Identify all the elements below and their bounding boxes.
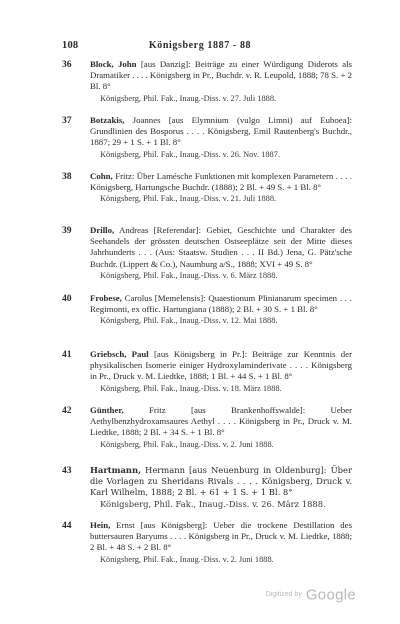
entry-body bbox=[90, 115, 352, 160]
entry-body bbox=[90, 520, 352, 565]
entry-body bbox=[90, 349, 352, 394]
entry-author: Hein, bbox=[90, 520, 111, 530]
entry-text: Fritz: Über Lamésche Funktionen mit komplexen Parametern . . . . Königsberg, Hartungsche Buchdr. (1888); 2 Bl. + 49 S. + 1 Bl. 8° bbox=[90, 171, 352, 193]
entry-author: Botzakis, bbox=[90, 115, 125, 125]
entry-text: [aus Danzig]: Beiträge zu einer Würdigung Diderots als Dramatiker . . . . Königsberg in Pr., Buchdr. v. R. Leupold, 1888; 78 S. + 2 Bl. 8° bbox=[90, 59, 353, 92]
entry-author: Frobese, bbox=[90, 293, 122, 303]
entry-body bbox=[90, 171, 352, 205]
entry-number: 39 bbox=[62, 225, 72, 236]
entry-body bbox=[90, 293, 352, 327]
entry-note: Königsberg, Phil. Fak., Inaug.-Diss. v. 26. März 1888. bbox=[100, 498, 326, 509]
entry-body bbox=[90, 59, 352, 104]
entry-body bbox=[90, 405, 352, 450]
entry-number: 43 bbox=[62, 465, 72, 476]
entry-text: Carolus [Memelensis]: Quaestionum Plinianarum specimen . . . Regimonti, ex offic. Hartungiana (1888); 2 Bl. + 30 S. + 1 Bl. 8° bbox=[90, 293, 352, 315]
entry-text: Hermann [aus Neuenburg in Oldenburg]: Über die Vorlagen zu Sheridans Rivals . . . . Königsberg, Druck v. Karl Wilhelm, 1888; 2 Bl. + 61 + 1 S. + 1 Bl. 8° bbox=[90, 465, 352, 498]
entry-note: Königsberg, Phil. Fak., Inaug.-Diss. v. 18. März 1888. bbox=[100, 383, 282, 393]
entry-number: 41 bbox=[62, 349, 72, 360]
entry-author: Block, John bbox=[90, 59, 137, 69]
entry-author: Griebsch, Paul bbox=[90, 349, 149, 359]
running-title: Königsberg 1887 - 88 bbox=[148, 40, 252, 51]
google-logo: Google bbox=[305, 586, 356, 604]
entry-author: Drillo, bbox=[90, 225, 115, 235]
entry-number: 36 bbox=[62, 59, 72, 70]
entry-text: Andreas [Referendar]: Gebiet, Geschichte und Charakter des Seehandels der grössten deutschen Ostseeplätze seit der Mitte dieses Jahrhunderts . . . (Aus: Staatsw. Studien . . . II Bd.) Jena, G. Pätz'sche Buchdr. (Lippert & Co.), Naumburg a/S., 1888; XVI + 49 S. 8° bbox=[90, 225, 352, 269]
page-number: 108 bbox=[62, 40, 79, 51]
entry-author: Hartmann, bbox=[90, 465, 142, 475]
entry-text: Fritz [aus Brankenhoffswalde]: Ueber Aethylbenzhydroxamsaures Aethyl . . . . Königsberg in Pr., Druck v. M. Liedtke, 1888; 2 Bl. + 34 S. + 1 Bl. 8° bbox=[90, 405, 352, 438]
entry-author: Günther, bbox=[90, 405, 124, 415]
entry-note: Königsberg, Phil. Fak., Inaug.-Diss. v. 2. Juni 1888. bbox=[100, 554, 274, 564]
entry-number: 42 bbox=[62, 405, 72, 416]
page-header bbox=[0, 40, 400, 54]
entry-number: 37 bbox=[62, 115, 72, 126]
entry-number: 44 bbox=[62, 520, 72, 531]
entry-number: 38 bbox=[62, 171, 72, 182]
entry-text: Ernst [aus Königsberg]: Ueber die trockene Destillation des buttersauren Baryums . . . . Königsberg in Pr., Druck v. M. Liedtke, 1888; 2 Bl. + 48 S. + 2 Bl. 8° bbox=[90, 520, 352, 553]
entry-note: Königsberg, Phil. Fak., Inaug.-Diss. v. 2. Juni 1888. bbox=[100, 439, 274, 449]
digitized-by-google-watermark bbox=[266, 586, 356, 604]
entry-note: Königsberg, Phil. Fak., Inaug.-Diss. v. 21. Juli 1888. bbox=[100, 194, 277, 204]
entry-number: 40 bbox=[62, 293, 72, 304]
entry-note: Königsberg, Phil. Fak., Inaug.-Diss. v. 12. Mai 1888. bbox=[100, 316, 278, 326]
watermark-prefix: Digitized by bbox=[265, 591, 302, 599]
entry-body bbox=[90, 225, 352, 281]
entry-text: [aus Königsberg in Pr.]: Beiträge zur Kenntnis der physikalischen Isomerie einiger Hydroxylaminderivate . . . . Königsberg in Pr., Druck v. M. Liedtke, 1888; 1 Bl. + 44 S. + 1 Bl. 8° bbox=[90, 349, 352, 382]
entry-note: Königsberg, Phil. Fak., Inaug.-Diss. v. 27. Juli 1888. bbox=[100, 93, 277, 103]
entry-body bbox=[90, 465, 352, 510]
entry-note: Königsberg, Phil. Fak., Inaug.-Diss. v. 6. März 1888. bbox=[100, 270, 278, 280]
entry-author: Cohn, bbox=[90, 171, 113, 181]
entry-text: Joannes [aus Elymnium (vulgo Limni) auf Euboea]: Grundlinien des Bosporus . . . . Königsberg, Emil Rautenberg's Buchdr., 1887; 29 + 1 S. + 1 Bl. 8° bbox=[90, 115, 352, 148]
entry-note: Königsberg, Phil. Fak., Inaug.-Diss. v. 26. Nov. 1887. bbox=[100, 149, 280, 159]
